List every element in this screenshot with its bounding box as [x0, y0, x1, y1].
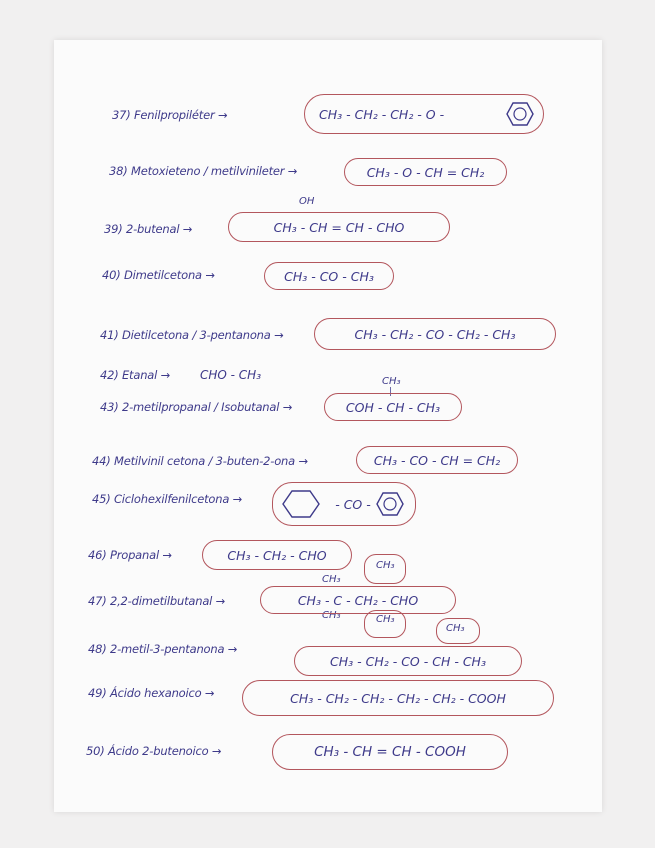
exercise-label: 42) Etanal →	[100, 368, 171, 382]
exercise-label: 49) Ácido hexanoico →	[88, 686, 215, 700]
exercise-label: 38) Metoxieteno / metilvinileter →	[109, 164, 298, 178]
formula-text: CH₃ - C - CH₂ - CHO	[297, 592, 419, 608]
formula-text: CH₃ - CH₂ - CH₂ - O -	[319, 106, 445, 122]
exercise-label: 40) Dimetilcetona →	[102, 268, 215, 282]
benzene-ring-icon	[376, 492, 404, 516]
formula-circled	[294, 646, 522, 676]
benzene-ring-icon	[506, 102, 534, 126]
formula-circled	[356, 446, 518, 474]
formula-circled	[202, 540, 352, 570]
exercise-label: 50) Ácido 2-butenoico →	[86, 744, 222, 758]
notebook-page	[54, 40, 602, 812]
formula-circled	[242, 680, 554, 716]
formula-text: CH₃ - CH = CH - CHO	[273, 219, 405, 235]
cyclohexane-ring-icon	[282, 490, 320, 518]
exercise-37	[54, 100, 602, 140]
formula-text: CH₃ - CH = CH - COOH	[314, 744, 466, 760]
formula-text: CH₃ - CO - CH = CH₂	[373, 452, 501, 468]
formula-circled	[324, 393, 462, 421]
formula-circled	[272, 734, 508, 770]
formula-circled	[344, 158, 507, 186]
formula-text: COH - CH - CH₃	[345, 399, 441, 415]
exercise-43	[54, 376, 602, 432]
exercise-label: 48) 2-metil-3-pentanona →	[88, 642, 238, 656]
exercise-49	[54, 686, 602, 726]
formula-circled	[228, 212, 450, 242]
exercise-39	[54, 196, 602, 252]
formula-text: CH₃ - CH₂ - CO - CH - CH₃	[330, 653, 486, 669]
formula-text: CH₃ - CH₂ - CH₂ - CH₂ - CH₂ - COOH	[290, 690, 506, 706]
exercise-label: 47) 2,2-dimetilbutanal →	[88, 594, 226, 608]
formula-text: CHO - CH₃	[200, 368, 262, 382]
branch-bottom: CH₃	[376, 614, 395, 625]
exercise-label: 39) 2-butenal →	[104, 222, 193, 236]
exercise-label: 46) Propanal →	[88, 548, 172, 562]
formula-circled	[314, 318, 556, 350]
exercise-47	[54, 560, 602, 626]
exercise-40	[54, 262, 602, 302]
formula-text: CH₃ - O - CH = CH₂	[366, 164, 485, 180]
formula-circled	[260, 586, 456, 614]
exercise-label: 44) Metilvinil cetona / 3-buten-2-ona →	[92, 454, 308, 468]
branch-ch3: CH₃	[382, 376, 401, 387]
formula-text: - CO -	[335, 496, 371, 512]
exercise-44	[54, 444, 602, 484]
exercise-50	[54, 740, 602, 780]
branch-ch3: CH₃	[446, 623, 465, 634]
exercise-45	[54, 486, 602, 526]
exercise-label: 37) Fenilpropiléter →	[112, 108, 228, 122]
bond-line: |	[389, 387, 393, 397]
branch-top-c: CH₃	[322, 574, 341, 585]
exercise-48	[54, 623, 602, 684]
exercise-label: 43) 2-metilpropanal / Isobutanal →	[100, 400, 293, 414]
annotation-oh: OH	[299, 196, 315, 207]
exercise-label: 45) Ciclohexilfenilcetona →	[92, 492, 243, 506]
branch-top: CH₃	[376, 560, 395, 571]
formula-text: CH₃ - CO - CH₃	[284, 268, 374, 284]
branch-bottom-c: CH₃	[322, 610, 341, 621]
formula-circled	[264, 262, 394, 290]
exercise-41	[54, 318, 602, 358]
formula-text: CH₃ - CH₂ - CHO	[227, 547, 327, 563]
exercise-38	[54, 162, 602, 202]
formula-text: CH₃ - CH₂ - CO - CH₂ - CH₃	[354, 326, 516, 342]
exercise-label: 41) Dietilcetona / 3-pentanona →	[100, 328, 284, 342]
